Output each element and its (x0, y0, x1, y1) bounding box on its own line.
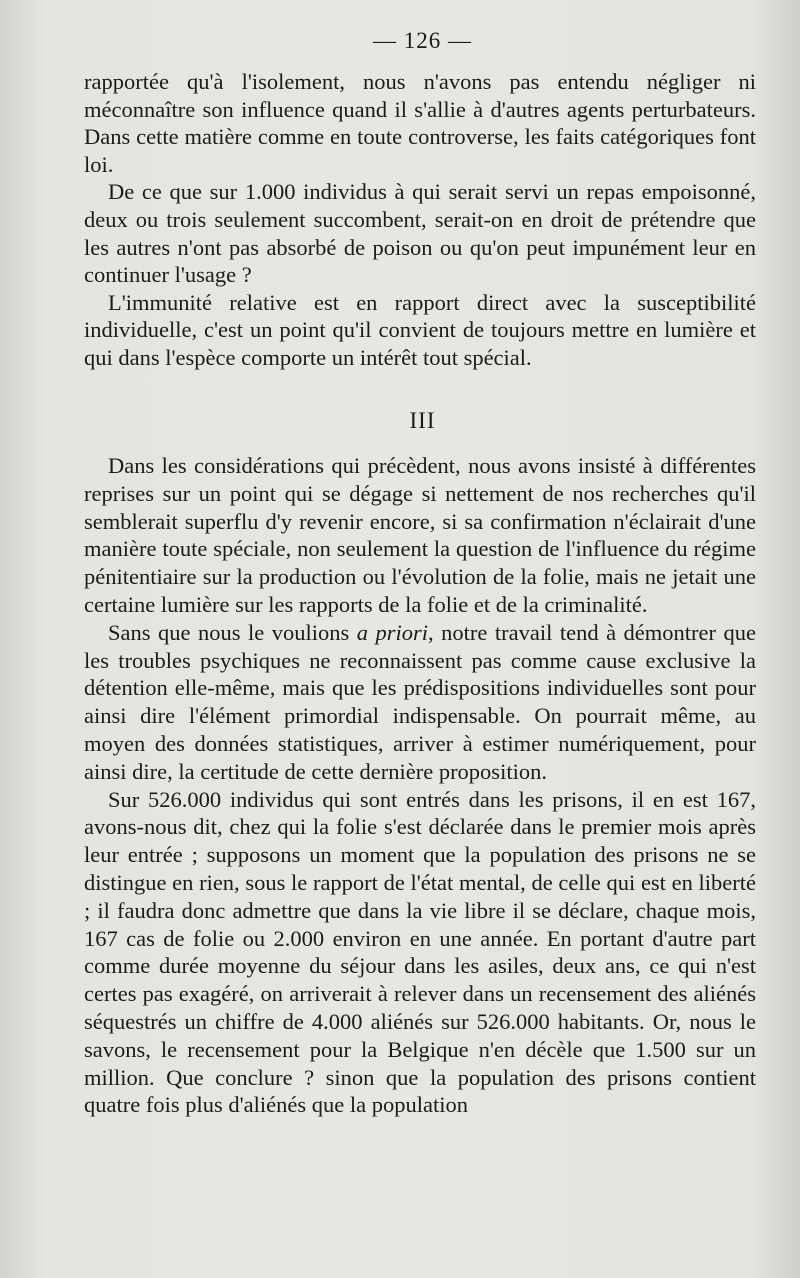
paragraph: Dans les considérations qui précèdent, nous avons insisté à différentes reprises sur un point qui se dégage si nettement de nos recherches qu'il semblerait superflu d'y revenir encore, si sa confirmation n'éclairait d'une manière toute spéciale, non seulement la question de l'influence du régime pénitentiaire sur la production ou l'évolution de la folie, mais ne jetait une certaine lumière sur les rapports de la folie et de la criminalité. (84, 453, 756, 617)
paragraph: L'immunité relative est en rapport direct avec la susceptibilité individuelle, c'est un point qu'il convient de toujours mettre en lumière et qui dans l'espèce comporte un intérêt tout spécial. (84, 289, 756, 370)
paragraph: De ce que sur 1.000 individus à qui serait servi un repas empoisonné, deux ou trois seulement succombent, serait-on en droit de prétendre que les autres n'ont pas absorbé de poison ou qu'on peut impunément leur en continuer l'usage ? (84, 179, 756, 288)
paragraph-text: Sans que nous le voulions (108, 619, 357, 645)
text-block-bottom (84, 452, 756, 1119)
paragraph (84, 619, 756, 786)
italic-phrase: a priori (356, 619, 429, 645)
text-block-top (84, 68, 756, 372)
page-number: — 126 — (373, 28, 472, 53)
paragraph: Sur 526.000 individus qui sont entrés dans les prisons, il en est 167, avons-nous dit, chez qui la folie s'est déclarée dans le premier mois après leur entrée ; supposons un moment que la population des prisons ne se distingue en rien, sous le rapport de l'état mental, de celle qui est en liberté ; il faudra donc admettre que dans la vie libre il se déclare, chaque mois, 167 cas de folie ou 2.000 environ en une année. En portant d'autre part comme durée moyenne du séjour dans les asiles, deux ans, ce qui n'est certes pas exagéré, on arriverait à relever dans un recensement des aliénés séquestrés un chiffre de 4.000 aliénés sur 526.000 habitants. Or, nous le savons, le recensement pour la Belgique n'en décèle que 1.500 sur un million. Que conclure ? sinon que la population des prisons contient quatre fois plus d'aliénés que la population (84, 786, 756, 1118)
paragraph: rapportée qu'à l'isolement, nous n'avons pas entendu négliger ni méconnaître son influence quand il s'allie à d'autres agents perturbateurs. Dans cette matière comme en toute controverse, les faits catégoriques font loi. (84, 69, 756, 177)
section-heading: III (409, 408, 436, 433)
paragraph-text: , notre travail tend à démontrer que les troubles psychiques ne reconnaissent pas comme cause exclusive la détention elle-même, mais que les prédispositions individuelles sont pour ainsi dire l'élément primordial indispensable. On pourrait même, au moyen des données statistiques, arriver à estimer numériquement, pour ainsi dire, la certitude de cette dernière proposition. (84, 619, 757, 784)
